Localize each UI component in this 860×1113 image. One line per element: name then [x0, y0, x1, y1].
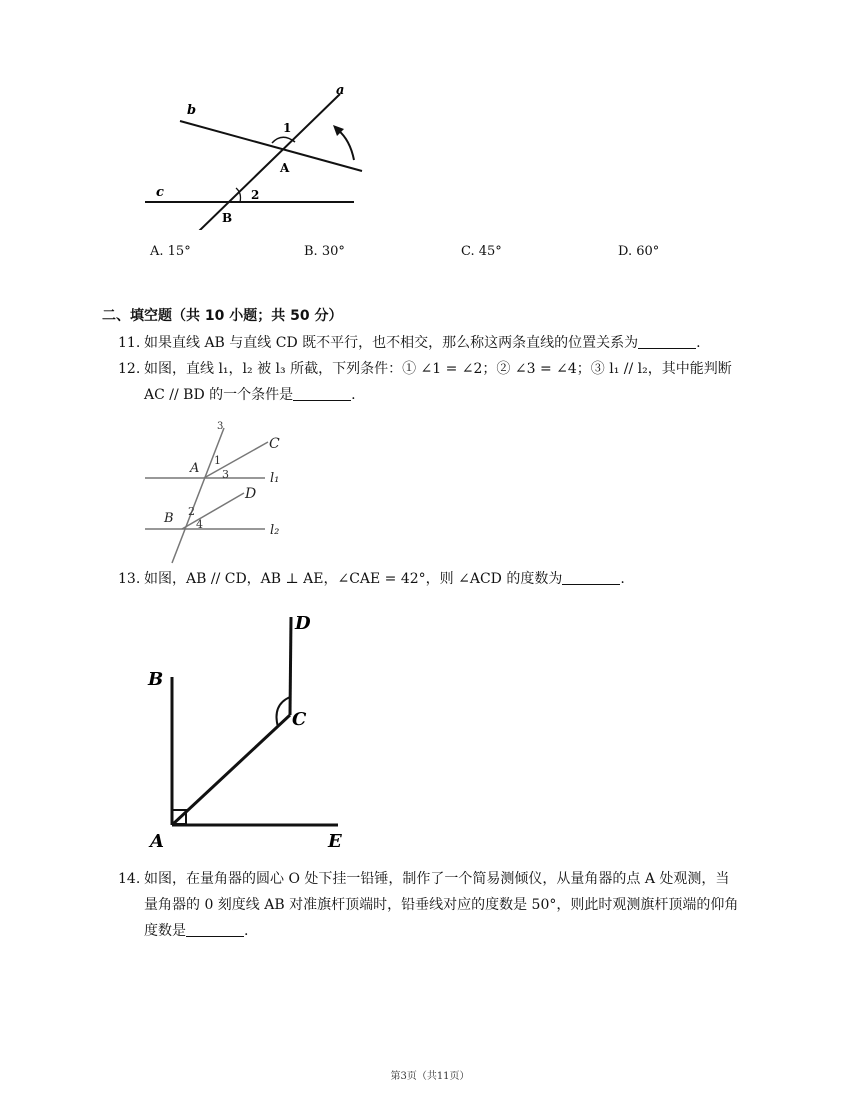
answer-blank [562, 570, 620, 585]
question-text-line2: AC // BD 的一个条件是 [144, 387, 294, 403]
label-C: C [292, 709, 307, 730]
option-d: D. 60° [618, 244, 660, 259]
label-E: E [328, 831, 342, 852]
label-angle-1: 1 [283, 121, 292, 135]
answer-blank [638, 334, 696, 349]
figure-intersecting-lines [140, 80, 370, 230]
answer-blank [293, 386, 351, 401]
question-14: 14. 如图，在量角器的圆心 O 处下挂一铅锤，制作了一个简易测倾仪，从量角器的点 A 处观测，当 量角器的 0 刻度线 AB 对准旗杆顶端时，铅垂线对应的度数是 50°，则此时观测旗杆顶端的仰角 度数是 . [118, 866, 738, 944]
label-B: B [222, 211, 233, 225]
question-text: 如图，AB // CD，AB ⊥ AE，∠CAE = 42°，则 ∠ACD 的度数为 [144, 571, 563, 587]
option-c: C. 45° [461, 244, 502, 259]
line-a [198, 94, 340, 230]
question-text: 如果直线 AB 与直线 CD 既不平行，也不相交，那么称这两条直线的位置关系为 [144, 335, 639, 351]
label-1: 1 [214, 454, 221, 467]
label-4: 4 [196, 518, 203, 531]
label-B: B [148, 669, 164, 690]
question-text-line2: 量角器的 0 刻度线 AB 对准旗杆顶端时，铅垂线对应的度数是 50°，则此时观测旗杆顶端的仰角 [144, 897, 739, 913]
segment-AC [172, 715, 290, 825]
figure-q12 [140, 418, 310, 566]
page-footer: 第3页（共11页） [390, 1071, 470, 1082]
label-C: C [269, 436, 280, 452]
section-title: 二、填空题（共 10 小题；共 50 分） [102, 308, 343, 324]
label-D: D [245, 486, 257, 502]
label-A: A [190, 461, 200, 476]
question-text-line1: 如图，在量角器的圆心 O 处下挂一铅锤，制作了一个简易测倾仪，从量角器的点 A 处观测，当 [144, 871, 730, 887]
label-A: A [150, 831, 164, 852]
option-a: A. 15° [150, 244, 191, 259]
figure-q13 [140, 605, 370, 860]
question-11: 11. 如果直线 AB 与直线 CD 既不平行，也不相交，那么称这两条直线的位置关系为 . [118, 335, 701, 351]
label-c: c [156, 185, 164, 200]
question-13: 13. 如图，AB // CD，AB ⊥ AE，∠CAE = 42°，则 ∠ACD 的度数为 . [118, 571, 625, 587]
answer-blank [186, 922, 244, 937]
label-a: a [336, 83, 345, 98]
label-2: 2 [188, 505, 195, 518]
label-angle-2: 2 [251, 188, 260, 202]
question-number: 12. [118, 361, 141, 377]
rotation-arrow [338, 130, 354, 160]
label-b: b [187, 103, 197, 118]
question-text-line1: 如图，直线 l₁，l₂ 被 l₃ 所截，下列条件：① ∠1 = ∠2；② ∠3 = ∠4；③ l₁ // l₂，其中能判断 [144, 361, 732, 377]
label-l2: l₂ [270, 523, 280, 538]
question-number: 11. [118, 335, 141, 351]
label-3-top: 3 [217, 421, 224, 432]
question-12: 12. 如图，直线 l₁，l₂ 被 l₃ 所截，下列条件：① ∠1 = ∠2；② ∠3 = ∠4；③ l₁ // l₂，其中能判断 AC // BD 的一个条件是 . [118, 361, 732, 403]
question-number: 14. [118, 871, 141, 887]
label-B: B [164, 511, 174, 526]
label-D: D [295, 613, 311, 634]
label-l1: l₁ [270, 471, 280, 486]
question-number: 13. [118, 571, 141, 587]
line-l3 [172, 428, 224, 563]
label-angle-3: 3 [222, 468, 229, 481]
question-text-line3: 度数是 [144, 923, 186, 939]
label-A: A [280, 161, 290, 175]
option-b: B. 30° [304, 244, 345, 259]
segment-CD [290, 617, 291, 715]
